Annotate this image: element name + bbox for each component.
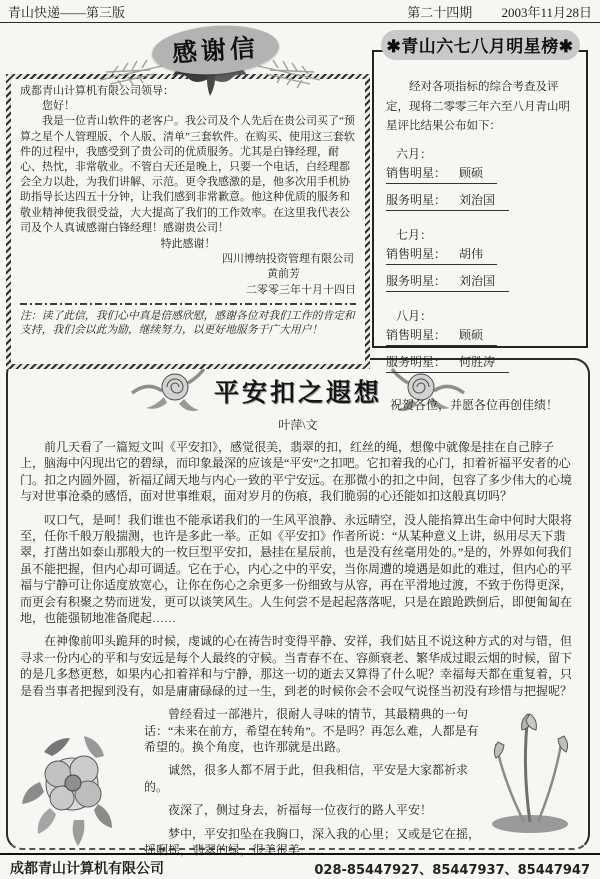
service-star-line: 服务明星： 何胜涛 (386, 355, 509, 373)
editor-note: 注：读了此信，我们心中真是倍感欣慰，感谢各位对我们工作的肯定和支持，我们会以此为励，继续努力，以更好地服务于广大用户！ (20, 309, 355, 337)
star-month-block (386, 226, 574, 299)
sales-star-name: 顾硕 (459, 327, 484, 342)
letter-salutation: 成都青山计算机有限公司领导： (20, 85, 174, 97)
thanks-letter-panel (6, 74, 370, 369)
essay-body (20, 439, 576, 858)
essay-title: 平安扣之遐想 (213, 380, 382, 407)
footer-phone-numbers: 028-85447927、85447937、85447947 (314, 862, 590, 878)
issue-and-date (381, 2, 592, 21)
month-label: 八月： (396, 308, 433, 323)
star-icon: ✱ (558, 37, 574, 56)
sales-star-line: 销售明星： 胡伟 (386, 247, 497, 265)
sales-star-line: 销售明星： 顾硕 (386, 328, 497, 346)
star-board-panel (372, 50, 588, 412)
sales-star-name: 顾硕 (459, 165, 484, 180)
signature-organization: 四川博纳投资管理有限公司 (222, 253, 354, 266)
peony-icon (20, 712, 138, 850)
essay-paragraph: 曾经看过一部港片，很耐人寻味的情节，其最精典的一句话：“未来在前方，希望在转角”。不是吗？再怎么难，人都是有希望的。换个角度，也许那就是出路。 (144, 707, 479, 754)
letter-greeting: 您好！ (42, 100, 75, 113)
signature-name: 黄前芳 (267, 268, 300, 281)
issue-number: 第二十四期 (407, 5, 473, 20)
masthead-title: 青山快递——第三版 (8, 5, 126, 20)
essay-paragraph: 在神像前叩头跪拜的时候，虔诚的心在祷告时变得平静、安祥，我们姑且不说这种方式的对与错，但寻求一份内心的平和与安远是每个人最终的守候。当青春不在、容颜衰老、繁华成过眼云烟的时候，留下的是几多愁更愁，如果内心扣着祥和与宁静，那这一切的逝去又算得了什么呢？幸福每天都在重复着，只是看当事者把握到没有，如是庸庸碌碌的过一生，到老的时候你会不会叹气说怪当初没有珍惜与把握呢？ (20, 634, 573, 698)
star-board-closing: 祝贺各位，并愿各位再创佳绩！ (390, 397, 559, 412)
rose-left-icon (128, 367, 208, 415)
sales-star-line: 销售明星： 顾硕 (386, 166, 497, 184)
essay-paragraph: 前几天看了一篇短文叫《平安扣》，感觉很美，翡翠的扣，红丝的绳，想像中就像是挂在自己脖子上，脑海中闪现出它的碧绿，而印象最深的应该是“平安”之扣吧。它扣着我的心门，扣着祈福平安者的心门。扣之内圆外圆，祈福辽阔天地与内心一致的平宁安远。在那微小的扣之中间，包容了多少伟大的心境与对世事沧桑的感悟，面对世事维艰，面对岁月的伤痕，我们脆弱的心还能如扣这般真切吗？ (20, 440, 573, 504)
essay-paragraph: 夜深了，侧过身去，祈福每一位夜行的路人平安！ (168, 803, 433, 818)
star-board-intro: 经对各项指标的综合考查及评定，现将二零零三年六至八月青山明星评比结果公布如下： (386, 81, 570, 132)
page-footer (0, 853, 600, 879)
month-label: 六月： (396, 146, 433, 161)
service-star-name: 刘治国 (459, 192, 496, 207)
essay-paragraph: 叹口气，是呵！我们谁也不能承诺我们的一生风平浪静、永远晴空，没人能掐算出生命中何时大限将至，任你千般万般揣测，也许是多此一举。正如《平安扣》作者所说：“从某种意义上讲，纵用尽天下翡翠，打凿出如泰山那般大的一枚巨型平安扣，悬挂在星辰前，也是没有丝毫用处的。”是的，外界如何我们虽不能把握，但内心却可调适。它在于心，内心之中的平安，当你周遭的境遇是如此的难过，但内心的平福与宁静可让你适度放宽心，让你在伤心之余更多一份细致与从容，再在平滑地过渡，不致于伤得更深，而更会有积聚之势而迸发，更可以谈笑风生。人生何尝不是起起落落呢，只是在踉跄跌倒后，即便匍匐在地，也能强韧地准备爬起…… (20, 512, 573, 626)
star-icon: ✱ (386, 37, 402, 56)
star-month-block (386, 145, 574, 218)
essay-panel (6, 358, 590, 857)
star-board-title (366, 30, 594, 60)
thanks-letter-title: 感谢信 (150, 22, 280, 79)
essay-paragraph: 梦中，平安扣坠在我胸口，深入我的心里；又或是它在摇，摇啊摇，翡翠的绿，很美很美…… (144, 826, 481, 857)
essay-paragraph: 诚然，很多人都不屑于此，但我相信，平安是大家都祈求的。 (144, 763, 469, 794)
star-month-block (386, 307, 574, 380)
page-header (0, 0, 600, 23)
issue-date: 2003年11月28日 (501, 5, 592, 20)
month-label: 七月： (396, 227, 433, 242)
essay-byline: 叶萍\文 (278, 418, 318, 432)
signature-date: 二零零三年十月十四日 (246, 283, 356, 296)
sales-star-name: 胡伟 (459, 246, 484, 261)
note-divider (20, 303, 356, 305)
footer-company-name: 成都青山计算机有限公司 (10, 862, 164, 877)
letter-closing: 特此感谢！ (160, 238, 216, 251)
service-star-line: 服务明星： 刘治国 (386, 274, 509, 292)
service-star-line: 服务明星： 刘治国 (386, 193, 509, 211)
service-star-name: 刘治国 (459, 273, 496, 288)
star-board-title-text: ✱青山六七八月明星榜✱ (381, 30, 580, 60)
letter-body: 我是一位青山软件的老客户。我公司及个人先后在贵公司买了“预算之星个人管理版、个人版、清单”三套软件。在购买、使用这三套软件的过程中，我感受到了贵公司的优质服务。尤其是白锋经理，耐心、热忱，非常敬业。不管白天还是晚上，只要一个电话，白经理都会全力以赴，为我们讲解、示范。更令我感激的是，他多次用手机协助指导长达四五十分钟，让我们感到非常歉意。他这种优质的服务和敬业精神使我很受益，大大提高了我们的工作效率。在这里我代表公司及个人真诚感谢白锋经理！感谢贵公司！ (20, 115, 355, 234)
iris-icon (484, 706, 576, 834)
service-star-name: 何胜涛 (459, 354, 496, 369)
